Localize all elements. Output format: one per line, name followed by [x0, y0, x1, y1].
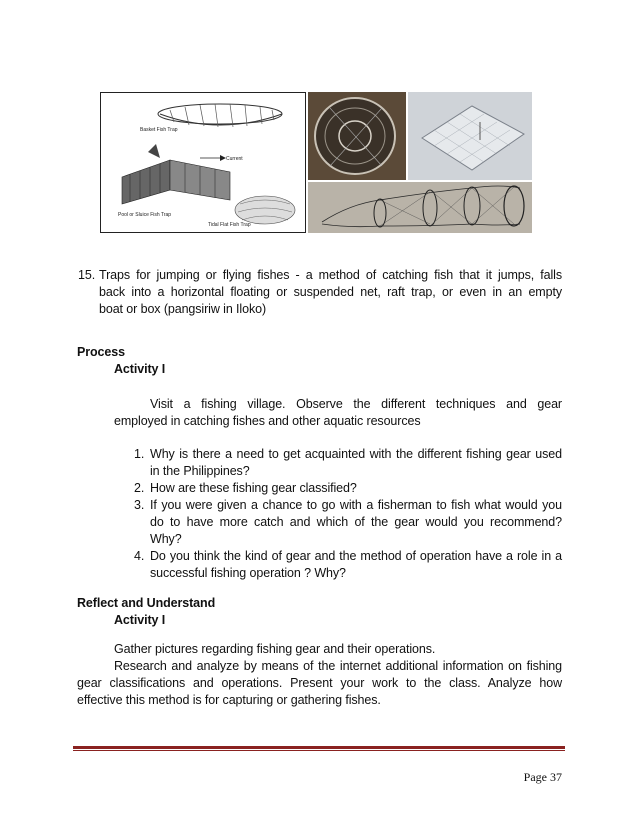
- square-net-trap-photo-icon: [408, 92, 532, 180]
- question-1-number: 1.: [134, 447, 145, 461]
- process-intro-line-2: employed in catching fishes and other aquatic resources: [114, 414, 421, 428]
- question-3-line-2: do to have more catch and which of the gear would you recommend?: [150, 515, 562, 529]
- question-3-text: [150, 497, 562, 548]
- question-2-number: 2.: [134, 481, 145, 495]
- question-3-number: 3.: [134, 498, 145, 512]
- process-intro-line-1: Visit a fishing village. Observe the different techniques and gear: [150, 397, 562, 411]
- question-2-text: [150, 480, 562, 497]
- tidal-trap-label: Tidal Flat Fish Trap: [208, 222, 251, 228]
- question-4-line-2: successful fishing operation ? Why?: [150, 566, 346, 580]
- page-number: Page 37: [523, 770, 562, 784]
- round-net-trap-photo-icon: [308, 92, 406, 180]
- question-3-line-1: If you were given a chance to go with a fisherman to fish what would you: [150, 498, 562, 512]
- item-15-number: 15.: [78, 268, 96, 282]
- question-4-text: [150, 548, 562, 582]
- item-15-text: [99, 267, 562, 318]
- item-15-line-3: boat or box (pangsiriw in Iloko): [99, 302, 267, 316]
- pool-trap-label: Pool or Sluice Fish Trap: [118, 212, 172, 218]
- question-1-text: [150, 446, 562, 480]
- reflect-p2-line-2: gear classifications and operations. Present your work to the class. Analyze how: [77, 676, 562, 690]
- process-intro: [114, 396, 562, 430]
- question-1-line-1: Why is there a need to get acquainted with the different fishing gear used: [150, 447, 562, 461]
- basket-trap-drawing-icon: [101, 93, 306, 233]
- current-label: Current: [226, 156, 243, 162]
- basket-trap-label: Basket Fish Trap: [140, 127, 178, 133]
- reflect-activity-heading: Activity I: [114, 613, 166, 627]
- fishing-trap-figure: [100, 92, 532, 233]
- footer-rule-thin: [73, 750, 565, 751]
- footer-rule: [73, 746, 565, 749]
- question-4-number: 4.: [134, 549, 145, 563]
- reflect-heading: Reflect and Understand: [77, 596, 216, 610]
- question-1-line-2: in the Philippines?: [150, 464, 250, 478]
- reflect-paragraph-2: [77, 658, 562, 709]
- item-15-line-1: Traps for jumping or flying fishes - a method of catching fish that it jumps, falls: [99, 268, 562, 282]
- fyke-net-photo-icon: [308, 182, 532, 233]
- process-activity-heading: Activity I: [114, 362, 166, 376]
- question-2-line-1: How are these fishing gear classified?: [150, 481, 357, 495]
- process-heading: Process: [77, 345, 125, 359]
- reflect-p2-line-3: effective this method is for capturing or gathering fishes.: [77, 693, 381, 707]
- reflect-paragraph-1: Gather pictures regarding fishing gear and their operations.: [114, 642, 436, 656]
- item-15-line-2: back into a horizontal floating or suspended net, raft trap, or even in an empty: [99, 285, 562, 299]
- question-3-line-3: Why?: [150, 532, 182, 546]
- question-4-line-1: Do you think the kind of gear and the method of operation have a role in a: [150, 549, 562, 563]
- reflect-p2-line-1: Research and analyze by means of the internet additional information on fishing: [114, 659, 562, 673]
